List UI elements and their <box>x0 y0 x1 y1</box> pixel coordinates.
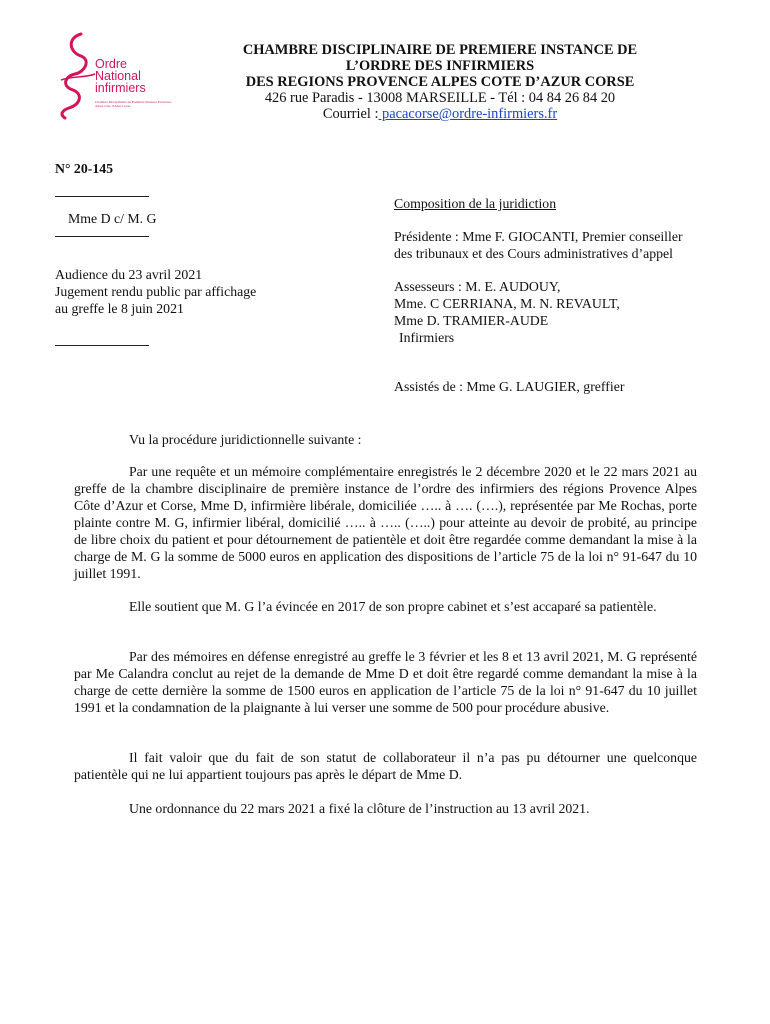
assessors-line-4: Infirmiers <box>399 330 455 345</box>
paragraph-5-text: Une ordonnance du 22 mars 2021 a fixé la clôture de l’instruction au 13 avril 2021. <box>129 801 590 816</box>
assessors-line-1: Assesseurs : M. E. AUDOUY, <box>394 279 561 294</box>
composition-title: Composition de la juridiction <box>394 196 557 211</box>
paragraph-3 <box>74 648 697 716</box>
assessors-line-3: Mme D. TRAMIER-AUDE <box>394 313 549 328</box>
header-email-line <box>140 106 740 122</box>
president-line-2: des tribunaux et des Cours administratives d’appel <box>394 246 673 261</box>
paragraph-2 <box>74 598 697 615</box>
email-link[interactable]: pacacorse@ordre-infirmiers.fr <box>378 106 558 122</box>
judgment-line-1: Jugement rendu public par affichage <box>55 284 257 299</box>
logo-small-text: Chambre Disciplinaire de Première Instance Provence-Alpes-Côte d'Azur Corse <box>95 100 173 108</box>
paragraph-4 <box>74 749 697 783</box>
email-label: Courriel : <box>322 106 379 122</box>
divider-1 <box>55 196 149 197</box>
hearing-date: Audience du 23 avril 2021 <box>55 267 203 282</box>
clerk-line: Assistés de : Mme G. LAUGIER, greffier <box>394 379 625 394</box>
logo-text-national: National <box>95 69 141 83</box>
case-parties: Mme D c/ M. G <box>68 211 157 226</box>
paragraph-2-text: Elle soutient que M. G l’a évincée en 2017 de son propre cabinet et s’est accaparé sa patientèle. <box>129 599 657 614</box>
header-line-1: CHAMBRE DISCIPLINAIRE DE PREMIERE INSTANCE DE <box>242 42 638 58</box>
divider-3 <box>55 345 149 346</box>
logo-text-infirmiers: infirmiers <box>95 81 146 95</box>
paragraph-4-text: Il fait valoir que du fait de son statut de collaborateur il n’a pas pu détourner une quelconque patientèle qui ne lui appartient toujours pas après le départ de Mme D. <box>74 750 697 782</box>
assessors-line-2: Mme. C CERRIANA, M. N. REVAULT, <box>394 296 620 311</box>
paragraph-1 <box>74 463 697 582</box>
logo-text-ordre: Ordre <box>95 57 127 71</box>
procedure-intro: Vu la procédure juridictionnelle suivante : <box>129 432 362 447</box>
paragraph-1-text: Par une requête et un mémoire complémentaire enregistrés le 2 décembre 2020 et le 22 mars 2021 au greffe de la chambre disciplinaire de première instance de l’ordre des infirmiers des régions Provence Alpes Côte d’Azur et Corse, Mme D, infirmière libérale, domiciliée ….. à …. (….), représentée par Me Rochas, porte plainte contre M. G, infirmier libéral, domicilié ….. à ….. (…..) pour atteinte au devoir de probité, au principe de libre choix du patient et pour détournement de patientèle et doit être regardée comme demandant la mise à la charge de M. G la somme de 5000 euros en application des dispositions de l’article 75 de la loi n° 91-647 du 10 juillet 1991. <box>74 464 697 581</box>
header-line-2: L’ORDRE DES INFIRMIERS <box>345 58 535 74</box>
paragraph-5 <box>74 800 697 817</box>
judgment-line-2: au greffe le 8 juin 2021 <box>55 301 184 316</box>
president-line-1: Présidente : Mme F. GIOCANTI, Premier conseiller <box>394 229 683 244</box>
header-line-3: DES REGIONS PROVENCE ALPES COTE D’AZUR CORSE <box>245 74 635 90</box>
paragraph-3-text: Par des mémoires en défense enregistré au greffe le 3 février et les 8 et 13 avril 2021, M. G représenté par Me Calandra conclut au rejet de la demande de Mme D et doit être regardé comme demandant la mise à la charge de cette dernière la somme de 1500 euros en application de l’article 75 de la loi n° 91-647 du 10 juillet 1991 et la condamnation de la plaignante à lui verser une somme de 500 pour procédure abusive. <box>74 649 697 715</box>
court-header <box>140 42 740 122</box>
case-number: N° 20-145 <box>55 161 114 176</box>
divider-2 <box>55 236 149 237</box>
header-address: 426 rue Paradis - 13008 MARSEILLE - Tél : 04 84 26 84 20 <box>264 90 616 106</box>
